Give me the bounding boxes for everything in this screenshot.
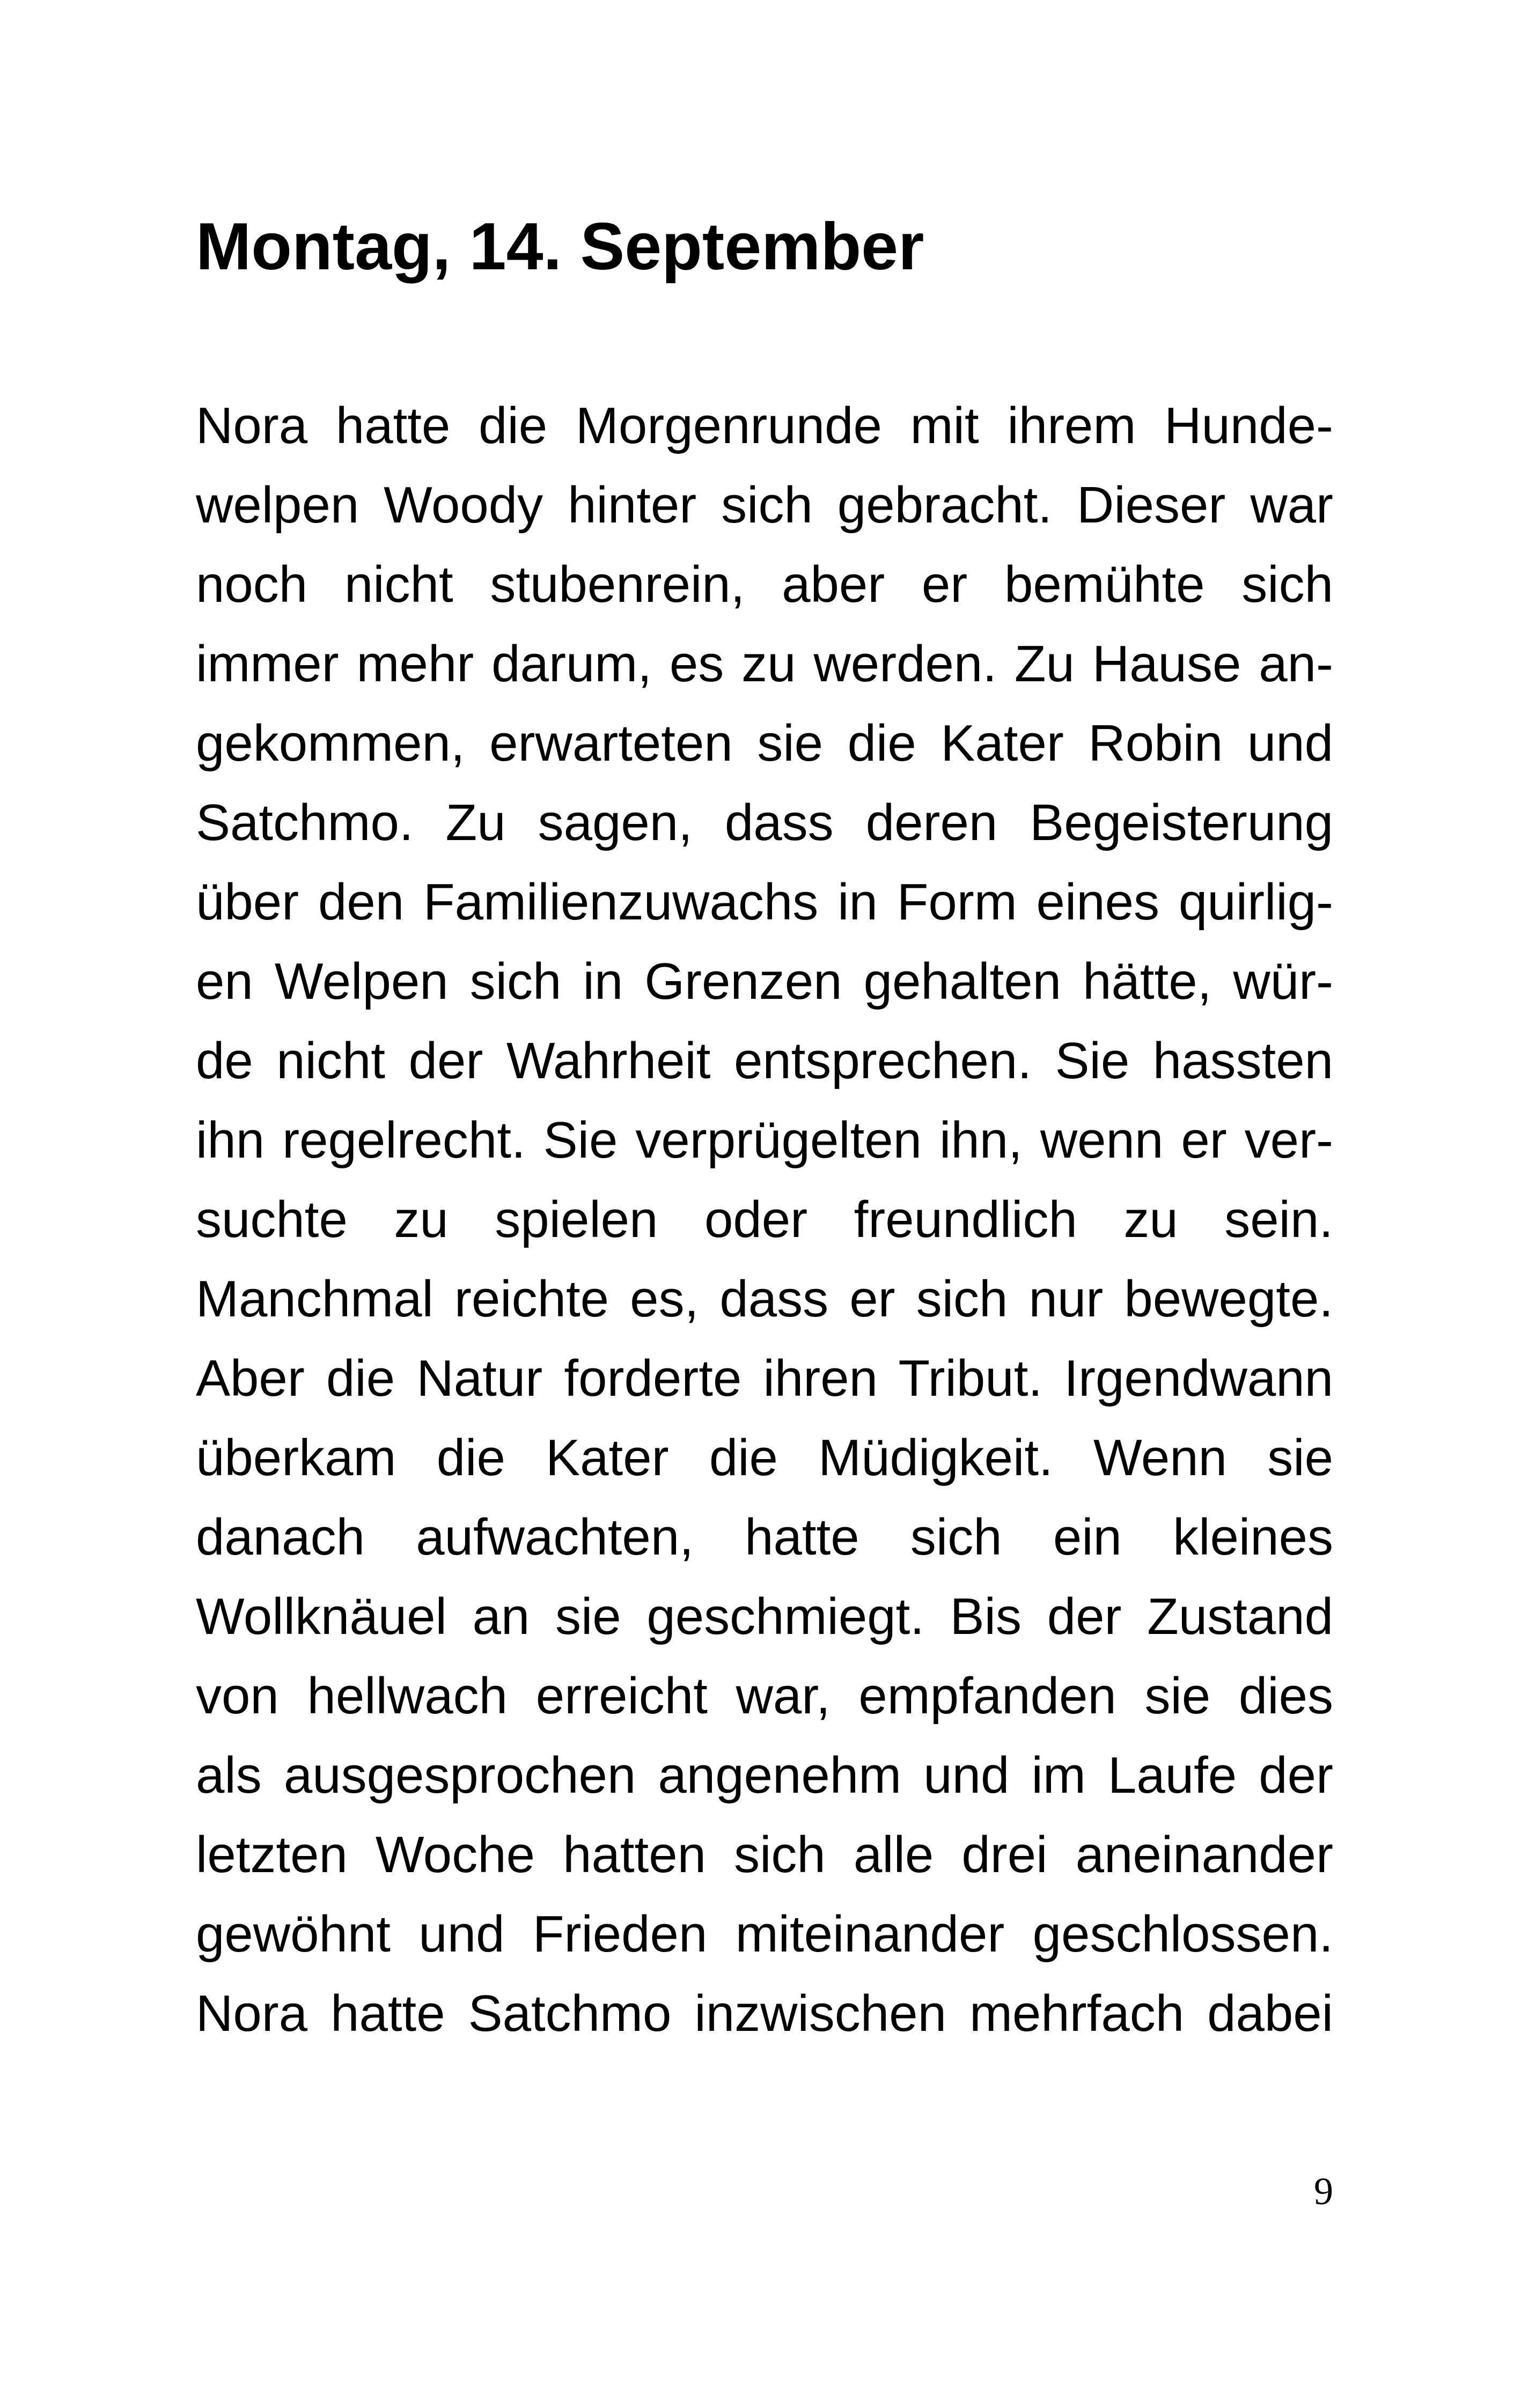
text-line: ihn regelrecht. Sie verprügelten ihn, wenn er ver- — [196, 1111, 1333, 1169]
text-line: gewöhnt und Frieden miteinander geschlossen. — [196, 1905, 1333, 1963]
text-line: Nora hatte Satchmo inzwischen mehrfach dabei — [196, 1985, 1333, 2042]
text-line: Satchmo. Zu sagen, dass deren Begeisterung — [196, 794, 1333, 851]
body-paragraph — [196, 386, 1333, 2053]
text-line: von hellwach erreicht war, empfanden sie dies — [196, 1667, 1333, 1725]
chapter-heading: Montag, 14. September — [196, 210, 924, 284]
text-line: noch nicht stubenrein, aber er bemühte sich — [196, 556, 1333, 613]
text-line: danach aufwachten, hatte sich ein kleines — [196, 1508, 1333, 1566]
text-line: gekommen, erwarteten sie die Kater Robin und — [196, 715, 1333, 772]
text-line: Wollknäuel an sie geschmiegt. Bis der Zustand — [196, 1588, 1333, 1645]
text-line: Nora hatte die Morgenrunde mit ihrem Hunde- — [196, 397, 1333, 454]
page-number: 9 — [1314, 2170, 1333, 2213]
text-line: de nicht der Wahrheit entsprechen. Sie hassten — [196, 1032, 1333, 1089]
text-line: suchte zu spielen oder freundlich zu sein. — [196, 1191, 1333, 1248]
text-line: Manchmal reichte es, dass er sich nur bewegte. — [196, 1270, 1333, 1328]
text-line: immer mehr darum, es zu werden. Zu Hause an- — [196, 635, 1333, 693]
text-line: Aber die Natur forderte ihren Tribut. Irgendwann — [196, 1350, 1333, 1407]
text-line: als ausgesprochen angenehm und im Laufe der — [196, 1747, 1333, 1804]
text-line: letzten Woche hatten sich alle drei aneinander — [196, 1826, 1333, 1883]
text-line: überkam die Kater die Müdigkeit. Wenn sie — [196, 1429, 1333, 1486]
text-line: welpen Woody hinter sich gebracht. Dieser war — [196, 476, 1333, 534]
text-line: en Welpen sich in Grenzen gehalten hätte, wür- — [196, 953, 1333, 1010]
text-line: über den Familienzuwachs in Form eines quirlig- — [196, 873, 1333, 931]
